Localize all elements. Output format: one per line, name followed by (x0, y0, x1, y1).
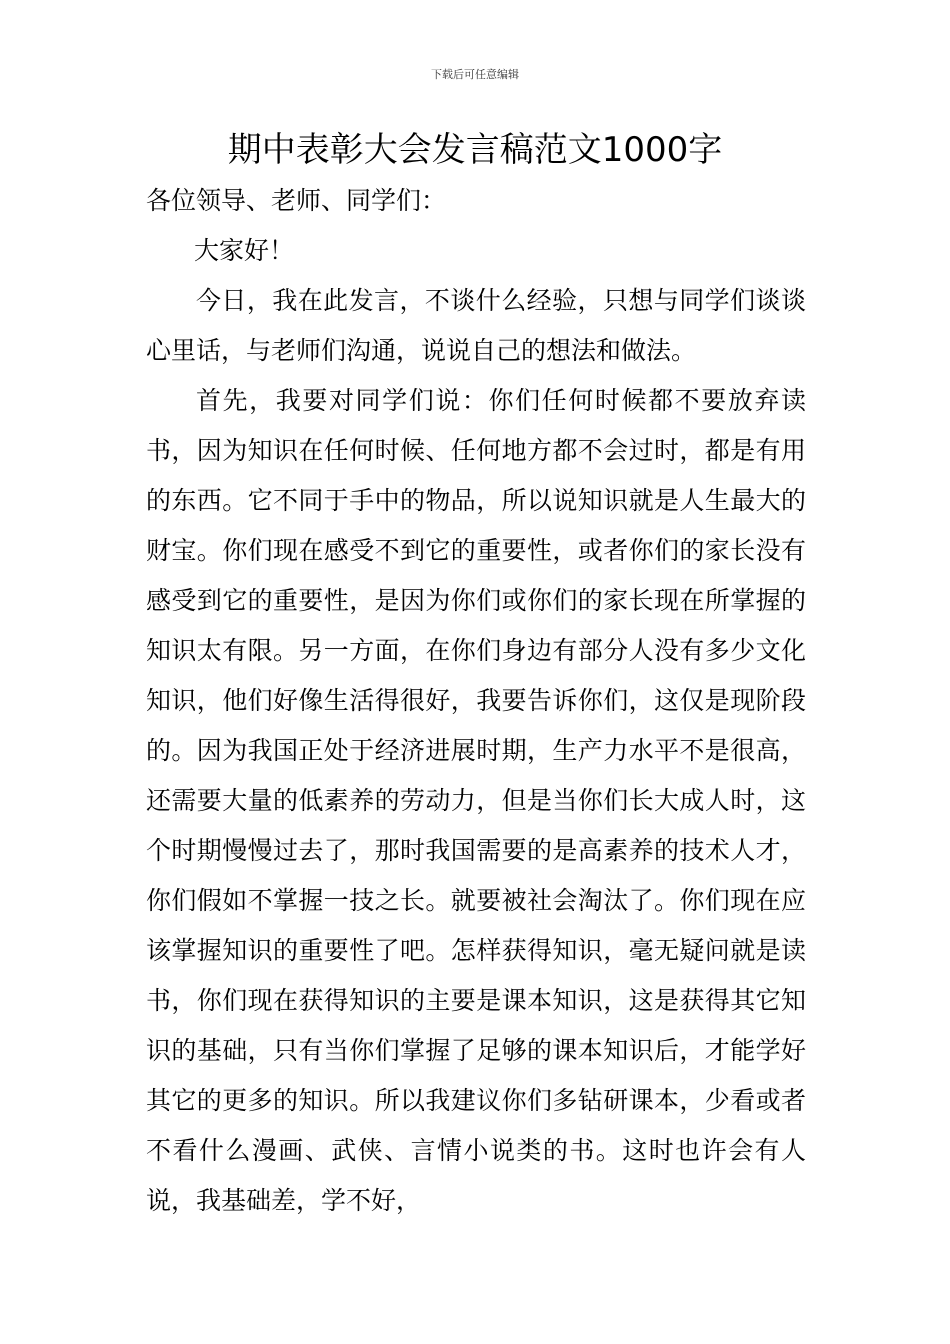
document-body (146, 176, 806, 1226)
salutation-line: 各位领导、老师、同学们： (146, 186, 447, 215)
greeting-line: 大家好！ (194, 236, 295, 265)
paragraph-main: 首先，我要对同学们说：你们任何时候都不要放弃读书，因为知识在任何时候、任何地方都不会过时，都是有用的东西。它不同于手中的物品，所以说知识就是人生最大的财宝。你们现在感受不到它的重要性，或者你们的家长没有感受到它的重要性，是因为你们或你们的家长现在所掌握的知识太有限。另一方面，在你们身边有部分人没有多少文化知识，他们好像生活得很好，我要告诉你们，这仅是现阶段的。因为我国正处于经济进展时期，生产力水平不是很高，还需要大量的低素养的劳动力，但是当你们长大成人时，这个时期慢慢过去了，那时我国需要的是高素养的技术人才，你们假如不掌握一技之长。就要被社会淘汰了。你们现在应该掌握知识的重要性了吧。怎样获得知识，毫无疑问就是读书，你们现在获得知识的主要是课本知识，这是获得其它知识的基础，只有当你们掌握了足够的课本知识后，才能学好其它的更多的知识。所以我建议你们多钻研课本，少看或者不看什么漫画、武侠、言情小说类的书。这时也许会有人说，我基础差，学不好， (146, 386, 806, 1215)
page-header-note: 下载后可任意编辑 (431, 68, 519, 81)
document-title: 期中表彰大会发言稿范文1000字 (227, 130, 723, 170)
paragraph-intro: 今日，我在此发言，不谈什么经验，只想与同学们谈谈心里话，与老师们沟通，说说自己的想法和做法。 (146, 286, 806, 365)
